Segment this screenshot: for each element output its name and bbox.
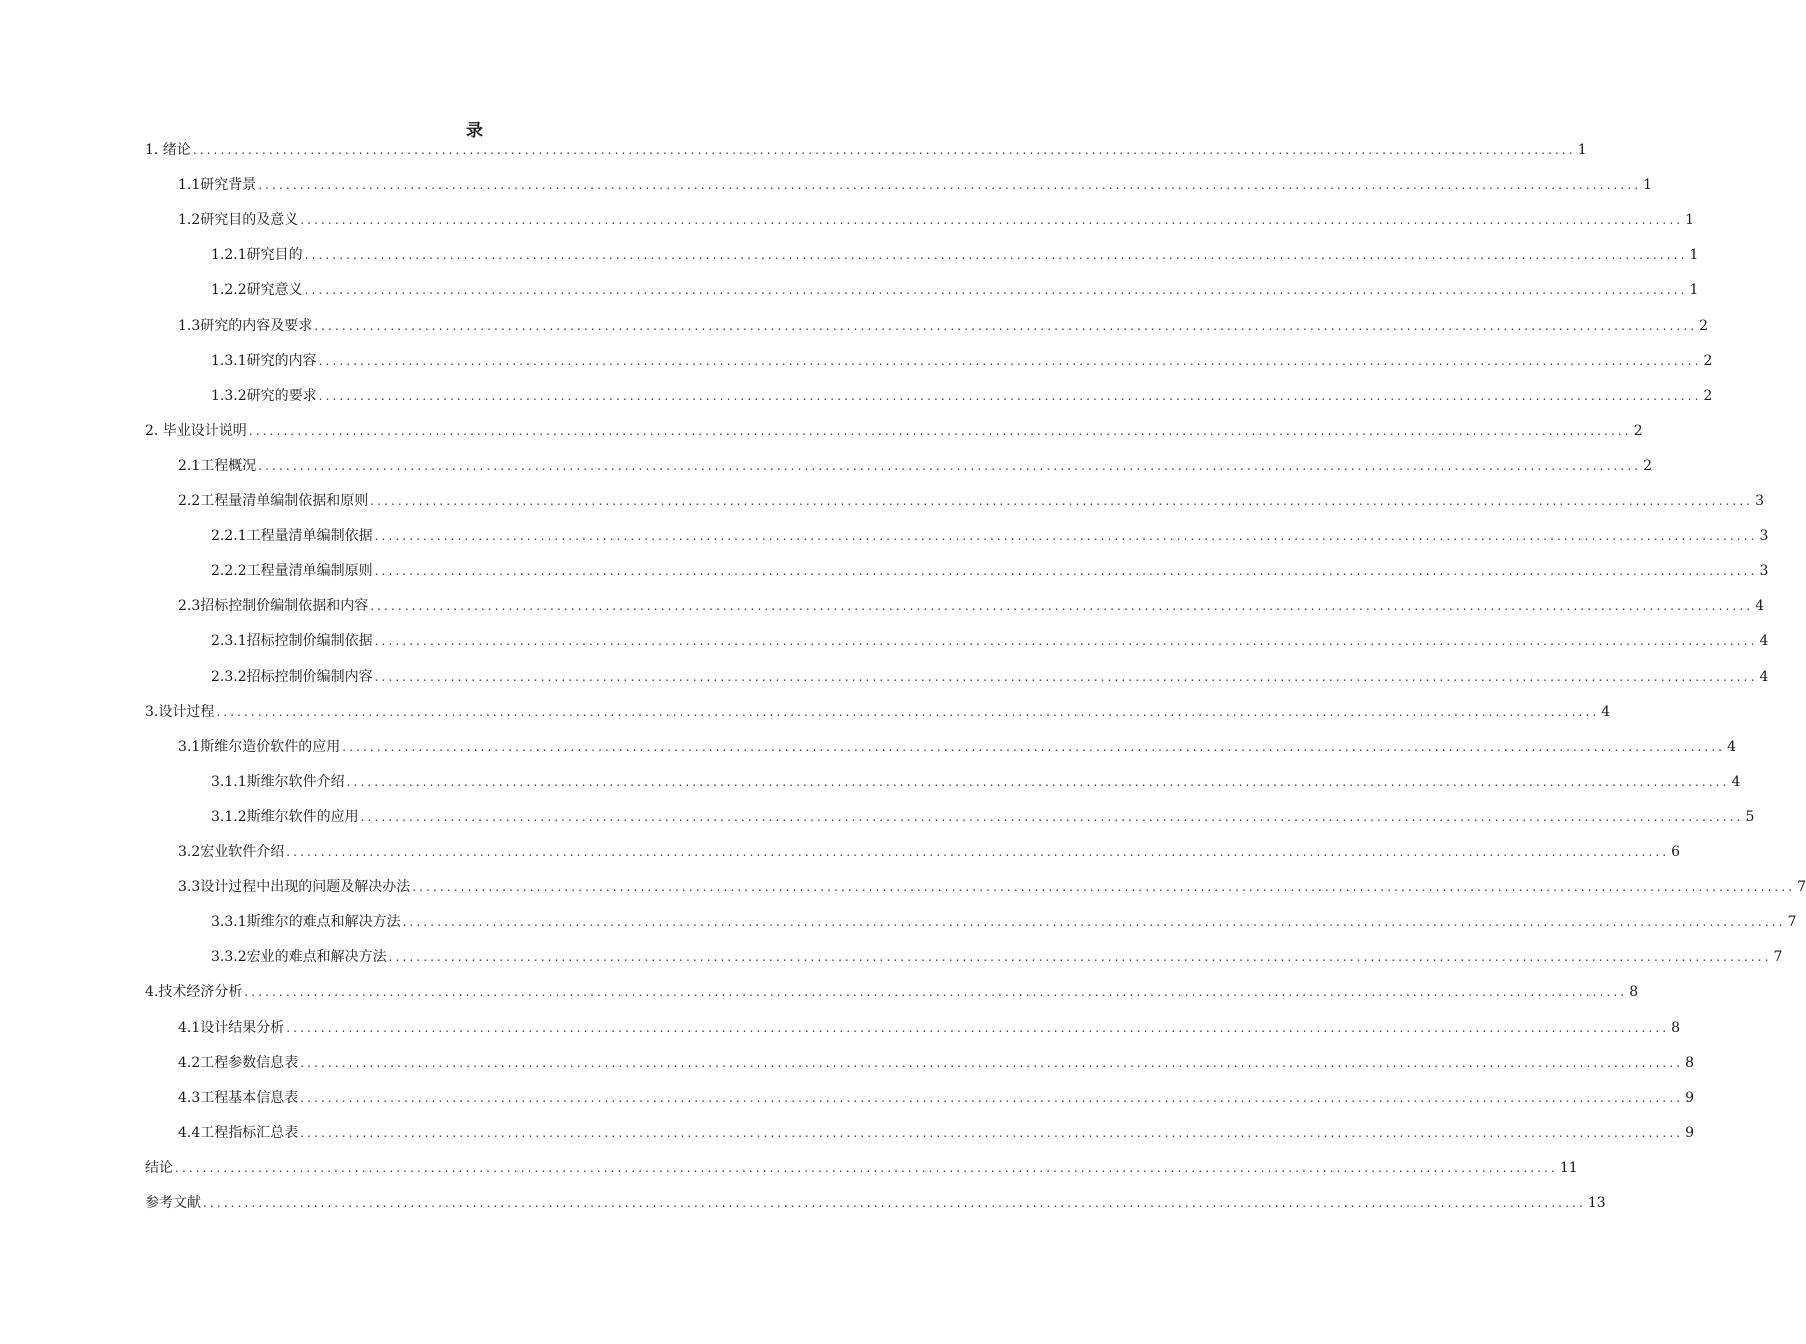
toc-entry[interactable] — [211, 350, 1713, 372]
toc-entry-label: 2.1工程概况 — [178, 457, 257, 474]
toc-entry-page-number: 9 — [1685, 1124, 1695, 1141]
toc-entry-label: 1.1研究背景 — [178, 177, 257, 194]
toc-dot-leader: ........................................................................................................................................................................................................ — [286, 1020, 1670, 1035]
toc-dot-leader: ........................................................................................................................................................................................................ — [402, 915, 1786, 930]
toc-entry-page-number: 6 — [1671, 844, 1681, 860]
toc-entry[interactable] — [178, 455, 1653, 477]
toc-entry[interactable] — [211, 279, 1699, 301]
toc-entry-label: 3.1.1斯维尔软件介绍 — [211, 773, 345, 790]
toc-entry-label: 2.3.1招标控制价编制依据 — [211, 633, 373, 650]
toc-entry[interactable] — [178, 736, 1737, 758]
toc-dot-leader: ........................................................................................................................................................................................................ — [258, 458, 1642, 473]
toc-dot-leader: ........................................................................................................................................................................................................ — [300, 213, 1684, 228]
toc-entry[interactable] — [178, 174, 1653, 196]
toc-entry-label: 4.4工程指标汇总表 — [178, 1124, 299, 1141]
toc-entry-page-number: 1 — [1685, 212, 1695, 229]
toc-entry-label: 参考文献 — [145, 1195, 201, 1211]
toc-entry-page-number: 5 — [1745, 808, 1755, 825]
toc-entry-label: 4.3工程基本信息表 — [178, 1089, 299, 1106]
toc-entry-label: 1. 绪论 — [145, 142, 191, 158]
toc-entry[interactable] — [178, 1087, 1695, 1109]
toc-entry-label: 1.2.2研究意义 — [211, 282, 303, 299]
toc-entry-label: 3.3设计过程中出现的问题及解决办法 — [178, 879, 411, 896]
toc-entry-page-number: 9 — [1685, 1089, 1695, 1106]
toc-entry[interactable] — [211, 385, 1713, 407]
toc-entry[interactable] — [211, 666, 1769, 688]
toc-entry-page-number: 1 — [1689, 247, 1699, 264]
toc-entry-page-number: 4 — [1759, 633, 1769, 650]
toc-dot-leader: ........................................................................................................................................................................................................ — [304, 248, 1688, 263]
toc-entry-page-number: 1 — [1689, 282, 1699, 299]
toc-dot-leader: ........................................................................................................................................................................................................ — [342, 739, 1726, 754]
toc-dot-leader: ........................................................................................................................................................................................................ — [412, 880, 1796, 895]
toc-dot-leader: ........................................................................................................................................................................................................ — [175, 1160, 1558, 1175]
toc-dot-leader: ........................................................................................................................................................................................................ — [370, 494, 1754, 508]
toc-dot-leader: ........................................................................................................................................................................................................ — [192, 143, 1576, 157]
toc-entry-label: 2. 毕业设计说明 — [145, 422, 247, 439]
toc-entry[interactable] — [145, 1157, 1578, 1179]
toc-entry-page-number: 4 — [1601, 703, 1611, 720]
toc-dot-leader: ........................................................................................................................................................................................................ — [258, 178, 1642, 193]
toc-dot-leader: ........................................................................................................................................................................................................ — [318, 353, 1702, 368]
toc-entry-page-number: 7 — [1797, 879, 1806, 896]
toc-dot-leader: ........................................................................................................................................................................................................ — [388, 950, 1772, 965]
toc-entry[interactable] — [211, 525, 1769, 547]
toc-entry[interactable] — [145, 139, 1587, 161]
toc-entry-label: 2.2.1工程量清单编制依据 — [211, 528, 373, 545]
toc-entry-label: 4.技术经济分析 — [145, 984, 243, 1001]
toc-entry-label: 3.3.1斯维尔的难点和解决方法 — [211, 914, 401, 931]
toc-dot-leader: ........................................................................................................................................................................................................ — [244, 985, 1628, 1000]
toc-entry-page-number: 8 — [1629, 984, 1639, 1001]
toc-dot-leader: ........................................................................................................................................................................................................ — [248, 423, 1632, 438]
toc-entry[interactable] — [211, 946, 1783, 968]
toc-entry-label: 3.2宏业软件介绍 — [178, 844, 285, 860]
toc-entry-page-number: 3 — [1759, 563, 1769, 580]
toc-entry-label: 1.3研究的内容及要求 — [178, 317, 313, 334]
toc-entry[interactable] — [211, 771, 1741, 793]
toc-entry[interactable] — [145, 1192, 1606, 1214]
toc-entry-label: 4.2工程参数信息表 — [178, 1054, 299, 1071]
toc-entry-page-number: 2 — [1703, 387, 1713, 404]
toc-title: 录 — [466, 121, 484, 141]
toc-dot-leader: ........................................................................................................................................................................................................ — [216, 704, 1600, 719]
toc-entry-label: 2.2.2工程量清单编制原则 — [211, 563, 373, 580]
toc-entry[interactable] — [178, 1017, 1681, 1039]
toc-dot-leader: ........................................................................................................................................................................................................ — [374, 564, 1758, 579]
toc-entry[interactable] — [178, 209, 1695, 231]
toc-entry[interactable] — [145, 701, 1611, 723]
toc-entry[interactable] — [178, 1052, 1695, 1074]
toc-dot-leader: ........................................................................................................................................................................................................ — [346, 774, 1730, 789]
toc-entry[interactable] — [211, 911, 1797, 933]
toc-entry[interactable] — [211, 560, 1769, 582]
toc-entry-label: 2.3招标控制价编制依据和内容 — [178, 598, 369, 615]
toc-dot-leader: ........................................................................................................................................................................................................ — [300, 1125, 1684, 1140]
toc-dot-leader: ........................................................................................................................................................................................................ — [304, 283, 1688, 298]
toc-dot-leader: ........................................................................................................................................................................................................ — [360, 809, 1744, 824]
toc-dot-leader: ........................................................................................................................................................................................................ — [300, 1090, 1684, 1105]
toc-dot-leader: ........................................................................................................................................................................................................ — [374, 529, 1758, 544]
toc-entry-page-number: 4 — [1731, 773, 1741, 790]
toc-entry-label: 2.3.2招标控制价编制内容 — [211, 668, 373, 685]
toc-entry[interactable] — [145, 420, 1643, 442]
toc-entry-label: 4.1设计结果分析 — [178, 1019, 285, 1036]
toc-dot-leader: ........................................................................................................................................................................................................ — [374, 669, 1758, 684]
toc-entry-page-number: 4 — [1727, 738, 1737, 755]
toc-entry-page-number: 2 — [1703, 352, 1713, 369]
toc-entry-page-number: 2 — [1643, 457, 1653, 474]
toc-dot-leader: ........................................................................................................................................................................................................ — [374, 634, 1758, 649]
toc-entry-page-number: 2 — [1633, 422, 1643, 439]
toc-entry-page-number: 7 — [1773, 949, 1783, 966]
toc-entry-label: 3.3.2宏业的难点和解决方法 — [211, 949, 387, 966]
toc-entry-page-number: 7 — [1787, 914, 1797, 931]
toc-entry-page-number: 2 — [1699, 317, 1709, 334]
toc-dot-leader: ........................................................................................................................................................................................................ — [318, 388, 1702, 403]
toc-entry[interactable] — [178, 315, 1709, 337]
toc-entry[interactable] — [178, 595, 1765, 617]
toc-entry-page-number: 8 — [1671, 1019, 1681, 1036]
toc-entry-page-number: 3 — [1755, 493, 1765, 509]
toc-entry-page-number: 4 — [1759, 668, 1769, 685]
toc-entry-label: 3.设计过程 — [145, 703, 215, 720]
toc-entry-label: 1.3.1研究的内容 — [211, 352, 317, 369]
toc-entry-page-number: 8 — [1685, 1054, 1695, 1071]
toc-entry-label: 1.3.2研究的要求 — [211, 387, 317, 404]
toc-entry[interactable] — [178, 841, 1681, 863]
toc-entry[interactable] — [178, 876, 1806, 898]
toc-entry-label: 1.2.1研究目的 — [211, 247, 303, 264]
toc-entry[interactable] — [211, 806, 1755, 828]
toc-entry-page-number: 11 — [1559, 1159, 1578, 1176]
toc-entry-label: 1.2研究目的及意义 — [178, 212, 299, 229]
toc-dot-leader: ........................................................................................................................................................................................................ — [300, 1055, 1684, 1070]
toc-dot-leader: ........................................................................................................................................................................................................ — [203, 1196, 1586, 1210]
toc-entry-label: 2.2工程量清单编制依据和原则 — [178, 493, 369, 509]
toc-entry-page-number: 1 — [1577, 142, 1587, 158]
toc-entry[interactable] — [145, 981, 1639, 1003]
toc-entry-page-number: 1 — [1643, 177, 1653, 194]
toc-entry-label: 结论 — [145, 1159, 173, 1176]
toc-entry[interactable] — [178, 490, 1765, 512]
toc-entry-page-number: 13 — [1587, 1195, 1606, 1211]
toc-entry-label: 3.1斯维尔造价软件的应用 — [178, 738, 341, 755]
toc-dot-leader: ........................................................................................................................................................................................................ — [370, 599, 1754, 614]
toc-dot-leader: ........................................................................................................................................................................................................ — [314, 318, 1698, 333]
toc-entry[interactable] — [211, 630, 1769, 652]
toc-dot-leader: ........................................................................................................................................................................................................ — [286, 845, 1670, 859]
toc-entry-page-number: 3 — [1759, 528, 1769, 545]
toc-entry-label: 3.1.2斯维尔软件的应用 — [211, 808, 359, 825]
toc-entry[interactable] — [178, 1122, 1695, 1144]
toc-entry[interactable] — [211, 244, 1699, 266]
toc-entry-page-number: 4 — [1755, 598, 1765, 615]
